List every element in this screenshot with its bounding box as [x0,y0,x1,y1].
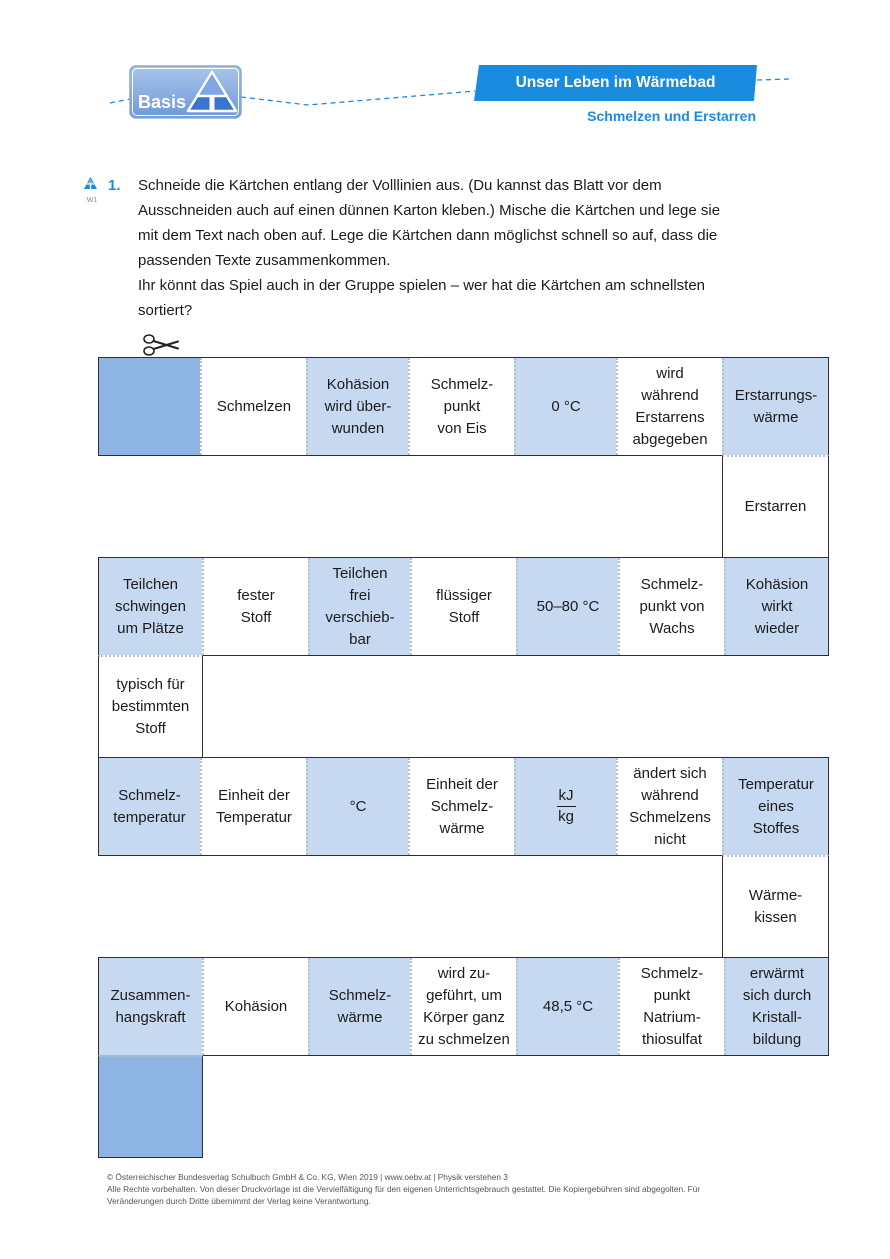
page-subtitle: Schmelzen und Erstarren [587,108,756,124]
card-blank-end [98,1055,203,1158]
card-48-5-grad: 48,5 °C [516,958,618,1055]
basis-logo [129,65,242,119]
footer-line: Alle Rechte vorbehalten. Von dieser Druckvorlage ist die Vervielfältigung für den eigenen Unterrichtsgebrauch gestattet. Die Kopiergebühren sind abgegolten. Für [107,1184,701,1194]
card-row-3 [98,757,829,856]
logo-text: Basis [138,92,187,112]
card-fester-stoff: fester Stoff [202,558,308,655]
card-row-4 [98,957,829,1056]
card-einheit-der-schmelzwaerme: Einheit der Schmelz- wärme [408,758,514,855]
card-typisch-fuer-bestimmten-stoff: typisch für bestimmten Stoff [98,655,203,758]
task-number: 1. [108,177,121,194]
dashed-guide-line-middle [241,91,475,105]
copyright-footer [107,1171,700,1207]
card-row-2 [98,557,829,656]
dashed-guide-line-right [757,79,790,80]
card-kohaesion: Kohäsion [202,958,308,1055]
card-wird-zugefuehrt-um-koerper-ganz-zu-schmelzen: wird zu- geführt, um Körper ganz zu schmelzen [410,958,516,1055]
task-line: Schneide die Kärtchen entlang der Volllinien aus. (Du kannst das Blatt vor dem [138,177,662,194]
fraction-denominator: kg [558,808,574,825]
card-kj-pro-kg [514,758,616,855]
card-erstarren: Erstarren [722,455,829,558]
card-teilchen-schwingen-um-plaetze: Teilchen schwingen um Plätze [99,558,202,655]
card-50-80-grad: 50–80 °C [516,558,618,655]
task-line: Ausschneiden auch auf einen dünnen Karton kleben.) Mische die Kärtchen und lege sie [138,202,721,219]
task-level-badge: W1 [86,197,98,204]
card-schmelzpunkt-von-wachs: Schmelz- punkt von Wachs [618,558,724,655]
footer-line: © Österreichischer Bundesverlag Schulbuch GmbH & Co. KG, Wien 2019 | www.oebv.at | Physik verstehen 3 [107,1172,508,1182]
card-kohaesion-wird-ueberwunden: Kohäsion wird über- wunden [306,358,408,455]
card-zusammenhangskraft: Zusammen- hangskraft [99,958,202,1055]
card-temperatur-eines-stoffes: Temperatur eines Stoffes [722,758,828,855]
card-aendert-sich-waehrend-schmelzens-nicht: ändert sich während Schmelzens nicht [616,758,722,855]
card-schmelzwaerme: Schmelz- wärme [308,958,410,1055]
card-0-grad: 0 °C [514,358,616,455]
card-teilchen-frei-verschiebbar: Teilchen frei verschieb- bar [308,558,410,655]
card-schmelzen: Schmelzen [200,358,306,455]
card-wird-waehrend-erstarrens-abgegeben: wird während Erstarrens abgegeben [616,358,722,455]
card-fluessiger-stoff: flüssiger Stoff [410,558,516,655]
dashed-guide-line-left [110,99,130,103]
task-instructions [138,173,720,323]
card-erstarrungswaerme: Erstarrungs- wärme [722,358,828,455]
card-waermekissen: Wärme- kissen [722,855,829,958]
banner-title: Unser Leben im Wärmebad [515,74,716,91]
card-grad-celsius: °C [306,758,408,855]
level-triangle-icon [83,176,98,190]
footer-line: Veränderungen durch Dritte übernimmt der Verlag keine Verantwortung. [107,1196,371,1206]
card-erwaermt-sich-durch-kristallbildung: erwärmt sich durch Kristall- bildung [724,958,828,1055]
card-blank-start [99,358,200,455]
task-line: mit dem Text nach oben auf. Lege die Kärtchen dann möglichst schnell so auf, dass die [138,227,718,244]
unit-fraction [556,786,576,827]
fraction-numerator: kJ [557,786,576,807]
card-row-1 [98,357,829,456]
card-kohaesion-wirkt-wieder: Kohäsion wirkt wieder [724,558,828,655]
card-schmelzpunkt-natriumthiosulfat: Schmelz- punkt Natrium- thiosulfat [618,958,724,1055]
scissors-icon [142,332,180,358]
card-schmelzpunkt-von-eis: Schmelz- punkt von Eis [408,358,514,455]
task-line: sortiert? [138,302,193,319]
task-line: Ihr könnt das Spiel auch in der Gruppe spielen – wer hat die Kärtchen am schnellsten [138,277,705,294]
card-einheit-der-temperatur: Einheit der Temperatur [200,758,306,855]
card-schmelztemperatur: Schmelz- temperatur [99,758,200,855]
task-line: passenden Texte zusammenkommen. [138,252,391,269]
